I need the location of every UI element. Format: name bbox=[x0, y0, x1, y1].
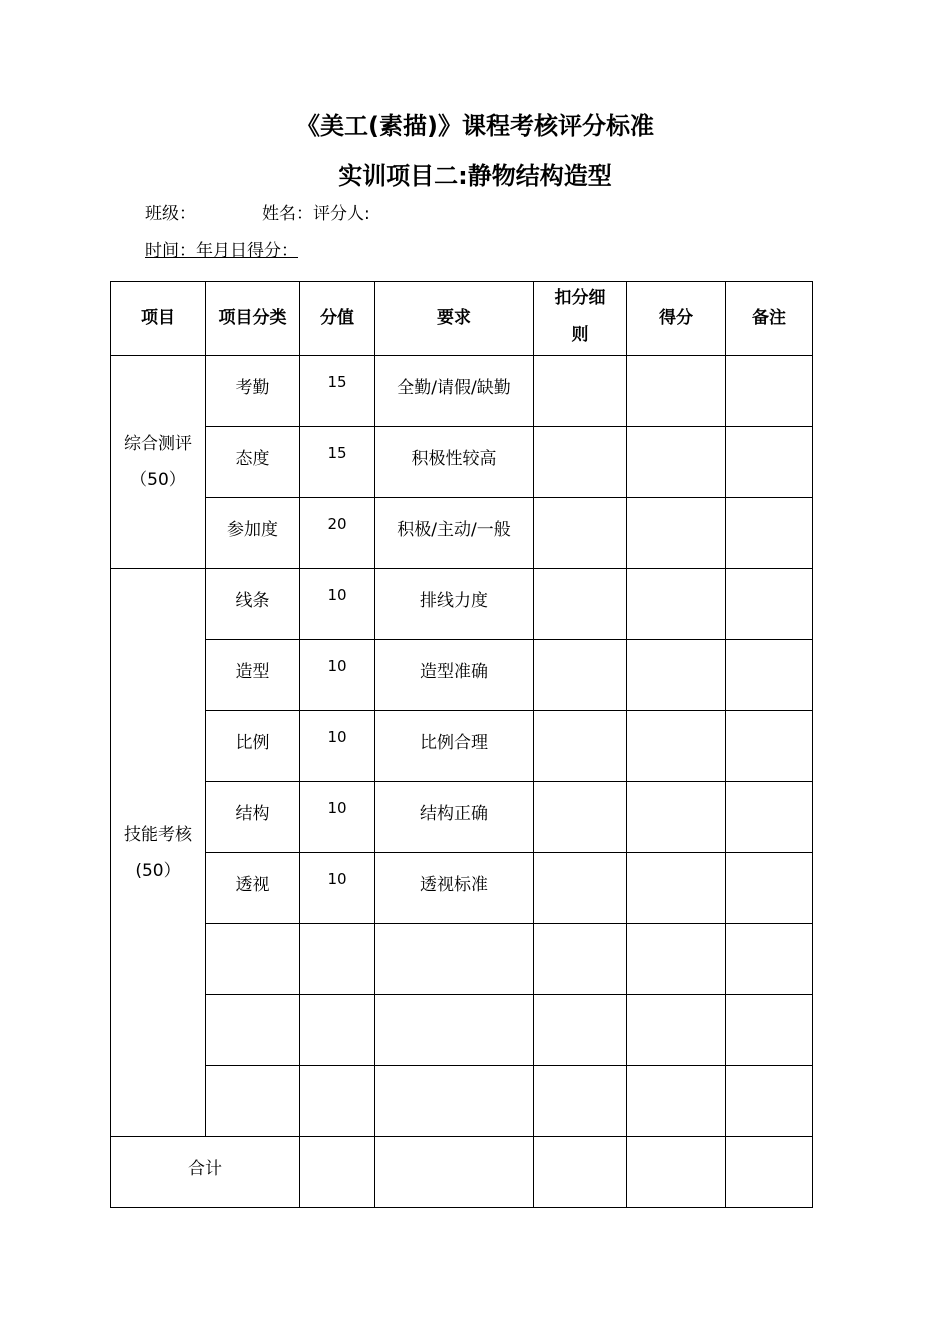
empty-cell[interactable] bbox=[375, 924, 534, 995]
empty-cell[interactable] bbox=[206, 924, 300, 995]
header-row bbox=[111, 282, 813, 356]
category-cell: 参加度 bbox=[206, 498, 300, 569]
points-cell: 10 bbox=[300, 640, 375, 711]
score-cell[interactable] bbox=[627, 853, 726, 924]
total-row bbox=[111, 1137, 813, 1208]
header-deduction-rules: 扣分细则 bbox=[534, 282, 627, 356]
deduction-cell[interactable] bbox=[534, 498, 627, 569]
score-cell[interactable] bbox=[627, 427, 726, 498]
score-cell[interactable] bbox=[627, 782, 726, 853]
empty-cell[interactable] bbox=[375, 1066, 534, 1137]
header-item: 项目 bbox=[111, 282, 206, 356]
score-cell[interactable] bbox=[627, 711, 726, 782]
requirement-cell: 透视标准 bbox=[375, 853, 534, 924]
score-cell[interactable] bbox=[627, 640, 726, 711]
points-cell: 10 bbox=[300, 853, 375, 924]
table-row bbox=[111, 711, 813, 782]
table-row bbox=[111, 498, 813, 569]
info-line-2: 时间：年月日得分： bbox=[145, 241, 298, 261]
deduction-cell[interactable] bbox=[534, 427, 627, 498]
points-cell: 10 bbox=[300, 569, 375, 640]
empty-cell[interactable] bbox=[375, 995, 534, 1066]
points-cell: 15 bbox=[300, 356, 375, 427]
table-row bbox=[111, 356, 813, 427]
total-requirement-cell[interactable] bbox=[375, 1137, 534, 1208]
requirement-cell: 排线力度 bbox=[375, 569, 534, 640]
category-cell: 考勤 bbox=[206, 356, 300, 427]
requirement-cell: 结构正确 bbox=[375, 782, 534, 853]
header-score: 得分 bbox=[627, 282, 726, 356]
total-label-cell: 合计 bbox=[111, 1137, 300, 1208]
category-cell: 透视 bbox=[206, 853, 300, 924]
category-cell: 比例 bbox=[206, 711, 300, 782]
points-cell: 20 bbox=[300, 498, 375, 569]
empty-cell[interactable] bbox=[534, 1066, 627, 1137]
table-row bbox=[111, 853, 813, 924]
document-title: 《美工(素描)》课程考核评分标准 bbox=[296, 112, 654, 140]
points-cell: 10 bbox=[300, 711, 375, 782]
group-cell-comprehensive: 综合测评 （50） bbox=[111, 356, 206, 569]
deduction-cell[interactable] bbox=[534, 356, 627, 427]
document-subtitle: 实训项目二:静物结构造型 bbox=[338, 162, 612, 190]
deduction-cell[interactable] bbox=[534, 711, 627, 782]
category-cell: 结构 bbox=[206, 782, 300, 853]
score-cell[interactable] bbox=[627, 569, 726, 640]
empty-cell[interactable] bbox=[726, 995, 813, 1066]
empty-cell[interactable] bbox=[300, 924, 375, 995]
header-requirement: 要求 bbox=[375, 282, 534, 356]
table-row bbox=[111, 640, 813, 711]
total-score-cell[interactable] bbox=[627, 1137, 726, 1208]
header-category: 项目分类 bbox=[206, 282, 300, 356]
group-cell-skills: 技能考核 (50） bbox=[111, 569, 206, 1137]
requirement-cell: 全勤/请假/缺勤 bbox=[375, 356, 534, 427]
category-cell: 线条 bbox=[206, 569, 300, 640]
empty-cell[interactable] bbox=[206, 1066, 300, 1137]
deduction-cell[interactable] bbox=[534, 640, 627, 711]
notes-cell[interactable] bbox=[726, 427, 813, 498]
notes-cell[interactable] bbox=[726, 498, 813, 569]
table-row-empty bbox=[111, 924, 813, 995]
empty-cell[interactable] bbox=[300, 1066, 375, 1137]
category-cell: 态度 bbox=[206, 427, 300, 498]
notes-cell[interactable] bbox=[726, 782, 813, 853]
empty-cell[interactable] bbox=[534, 995, 627, 1066]
notes-cell[interactable] bbox=[726, 569, 813, 640]
table-row bbox=[111, 782, 813, 853]
scoring-table bbox=[110, 281, 813, 1208]
total-points-cell[interactable] bbox=[300, 1137, 375, 1208]
total-deduction-cell[interactable] bbox=[534, 1137, 627, 1208]
header-notes: 备注 bbox=[726, 282, 813, 356]
empty-cell[interactable] bbox=[627, 1066, 726, 1137]
notes-cell[interactable] bbox=[726, 853, 813, 924]
info-line-1 bbox=[145, 199, 370, 224]
score-cell[interactable] bbox=[627, 498, 726, 569]
points-cell: 15 bbox=[300, 427, 375, 498]
empty-cell[interactable] bbox=[206, 995, 300, 1066]
requirement-cell: 比例合理 bbox=[375, 711, 534, 782]
requirement-cell: 积极/主动/一般 bbox=[375, 498, 534, 569]
points-cell: 10 bbox=[300, 782, 375, 853]
deduction-cell[interactable] bbox=[534, 853, 627, 924]
class-label: 班级： bbox=[145, 204, 196, 224]
notes-cell[interactable] bbox=[726, 711, 813, 782]
empty-cell[interactable] bbox=[726, 924, 813, 995]
header-points: 分值 bbox=[300, 282, 375, 356]
notes-cell[interactable] bbox=[726, 356, 813, 427]
total-notes-cell[interactable] bbox=[726, 1137, 813, 1208]
empty-cell[interactable] bbox=[534, 924, 627, 995]
table-row bbox=[111, 569, 813, 640]
table-row-empty bbox=[111, 1066, 813, 1137]
table-row-empty bbox=[111, 995, 813, 1066]
notes-cell[interactable] bbox=[726, 640, 813, 711]
requirement-cell: 造型准确 bbox=[375, 640, 534, 711]
empty-cell[interactable] bbox=[627, 995, 726, 1066]
score-cell[interactable] bbox=[627, 356, 726, 427]
grader-label: 评分人: bbox=[313, 204, 370, 224]
category-cell: 造型 bbox=[206, 640, 300, 711]
empty-cell[interactable] bbox=[726, 1066, 813, 1137]
empty-cell[interactable] bbox=[627, 924, 726, 995]
deduction-cell[interactable] bbox=[534, 782, 627, 853]
requirement-cell: 积极性较高 bbox=[375, 427, 534, 498]
table-row bbox=[111, 427, 813, 498]
deduction-cell[interactable] bbox=[534, 569, 627, 640]
name-label: 姓名： bbox=[262, 204, 313, 224]
empty-cell[interactable] bbox=[300, 995, 375, 1066]
